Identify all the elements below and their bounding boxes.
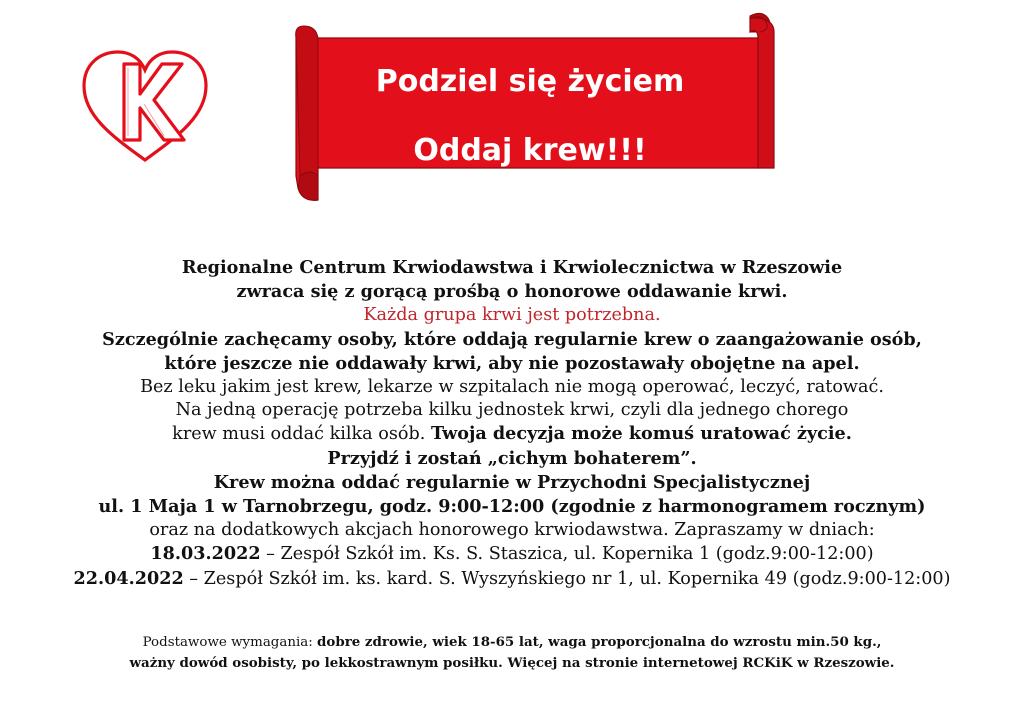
body-line: Krew można oddać regularnie w Przychodni Specjalistycznej	[213, 471, 811, 493]
event-line-2: 22.04.2022 – Zespół Szkół im. ks. kard. S. Wyszyńskiego nr 1, ul. Kopernika 49 (godz.9:00-12:00)	[73, 567, 951, 589]
body-line: ul. 1 Maja 1 w Tarnobrzegu, godz. 9:00-12:00 (zgodnie z harmonogramem rocznym)	[98, 496, 926, 518]
requirements-line-1: Podstawowe wymagania: dobre zdrowie, wiek 18-65 lat, waga proporcjonalna do wzrostu min.50 kg.,	[142, 634, 882, 650]
heart-k-logo-icon	[78, 48, 212, 166]
event-date: 22.04.2022	[73, 567, 184, 589]
body-line: zwraca się z gorącą prośbą o honorowe oddawanie krwi.	[236, 281, 788, 303]
body-line: Przyjdź i zostań „cichym bohaterem”.	[327, 447, 697, 469]
requirements-line-2: ważny dowód osobisty, po lekkostrawnym posiłku. Więcej na stronie internetowej RCKiK w Rzeszowie.	[129, 655, 895, 671]
body-line: które jeszcze nie oddawały krwi, aby nie pozostawały obojętne na apel.	[164, 352, 860, 374]
event-date: 18.03.2022	[150, 543, 261, 565]
banner-title-line2: Oddaj krew!!!	[413, 133, 647, 168]
body-line: Na jedną operację potrzeba kilku jednostek krwi, czyli dla jednego chorego	[175, 400, 849, 421]
banner-title-line1: Podziel się życiem	[375, 64, 685, 99]
body-line: oraz na dodatkowych akcjach honorowego krwiodawstwa. Zapraszamy w dniach:	[149, 520, 875, 541]
body-line: krew musi oddać kilka osób. Twoja decyzja może komuś uratować życie.	[172, 423, 852, 445]
body-line: Szczególnie zachęcamy osoby, które oddają regularnie krew o zaangażowanie osób,	[102, 328, 922, 350]
event-line-1: 18.03.2022 – Zespół Szkół im. Ks. S. Staszica, ul. Kopernika 1 (godz.9:00-12:00)	[150, 543, 874, 565]
requirements	[0, 632, 1024, 674]
body-text	[0, 256, 1024, 591]
body-line: Bez leku jakim jest krew, lekarze w szpitalach nie mogą operować, leczyć, ratować.	[140, 377, 884, 398]
body-line: Regionalne Centrum Krwiodawstwa i Krwiolecznictwa w Rzeszowie	[181, 257, 843, 278]
scroll-banner	[288, 8, 778, 203]
body-line: Każda grupa krwi jest potrzebna.	[363, 305, 661, 326]
